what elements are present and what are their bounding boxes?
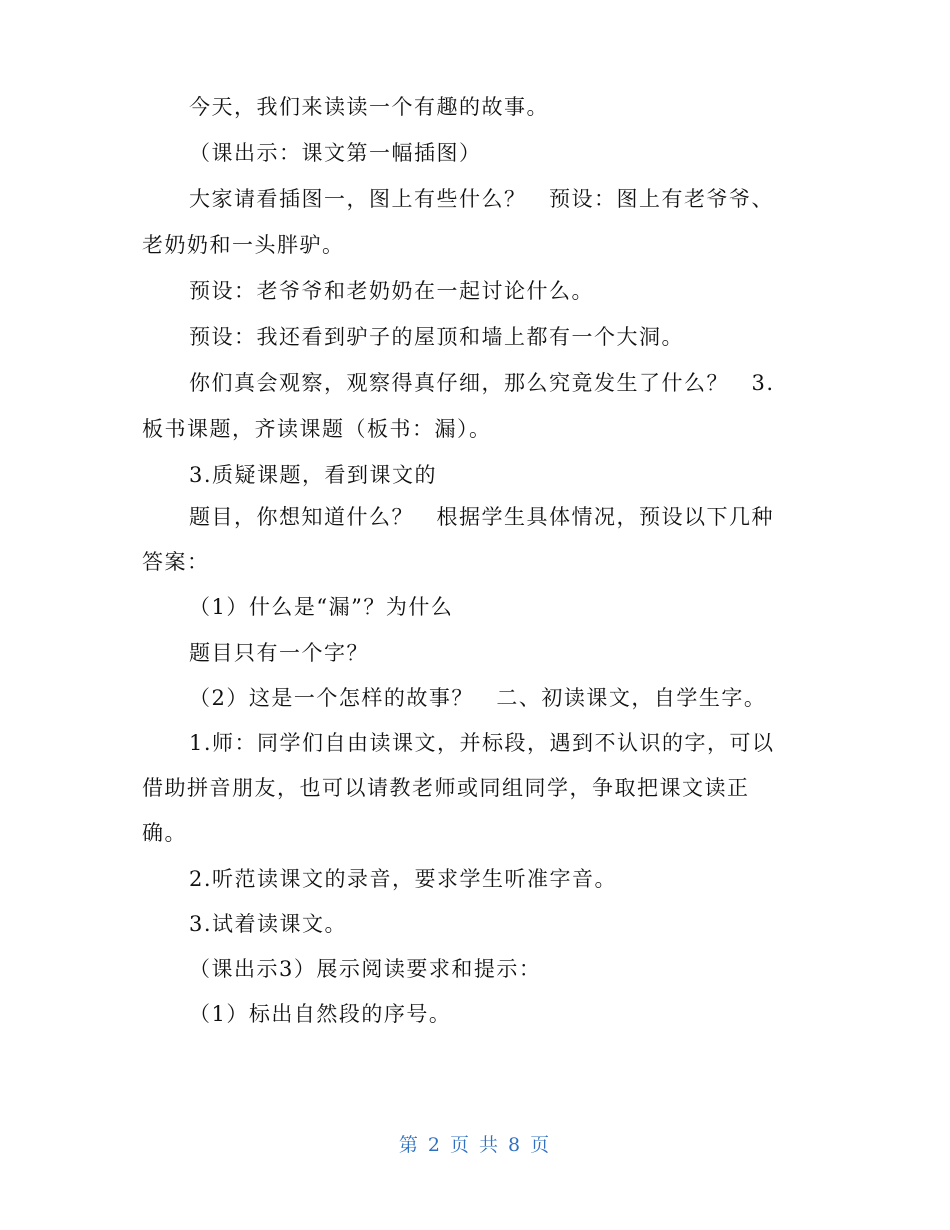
paragraph-line: 今天，我们来读读一个有趣的故事。: [189, 95, 549, 119]
paragraph-line: （2）这是一个怎样的故事？ 二、初读课文，自学生字。: [189, 686, 767, 710]
paragraph-line: 答案：: [142, 550, 210, 574]
paragraph-line: 题目，你想知道什么？ 根据学生具体情况，预设以下几种: [189, 505, 774, 529]
paragraph-line: 预设：老爷爷和老奶奶在一起讨论什么。: [189, 279, 594, 303]
paragraph-line: 大家请看插图一，图上有些什么？ 预设：图上有老爷爷、: [189, 187, 774, 211]
paragraph-line: 借助拼音朋友，也可以请教老师或同组同学，争取把课文读正: [142, 776, 750, 800]
paragraph-line: （1）标出自然段的序号。: [189, 1002, 452, 1026]
page-number-footer: 第 2 页 共 8 页: [398, 1134, 552, 1156]
paragraph-line: （课出示3）展示阅读要求和提示：: [189, 957, 542, 981]
paragraph-line: 题目只有一个字？: [189, 641, 369, 665]
paragraph-line: 老奶奶和一头胖驴。: [142, 233, 345, 257]
paragraph-line: 预设：我还看到驴子的屋顶和墙上都有一个大洞。: [189, 325, 684, 349]
paragraph-line: 1.师：同学们自由读课文，并标段，遇到不认识的字，可以: [189, 731, 775, 755]
paragraph-line: 3.试着读课文。: [189, 912, 348, 936]
paragraph-line: 板书课题，齐读课题（板书：漏）。: [142, 417, 492, 441]
paragraph-line: 3.质疑课题，看到课文的: [189, 463, 438, 487]
paragraph-line: 确。: [142, 821, 187, 845]
paragraph-line: 2.听范读课文的录音，要求学生听准字音。: [189, 867, 618, 891]
paragraph-line: 你们真会观察，观察得真仔细，那么究竟发生了什么？ 3.: [189, 371, 775, 395]
paragraph-line: （课出示：课文第一幅插图）: [189, 141, 482, 165]
paragraph-line: （1）什么是“漏”？为什么: [189, 595, 454, 619]
